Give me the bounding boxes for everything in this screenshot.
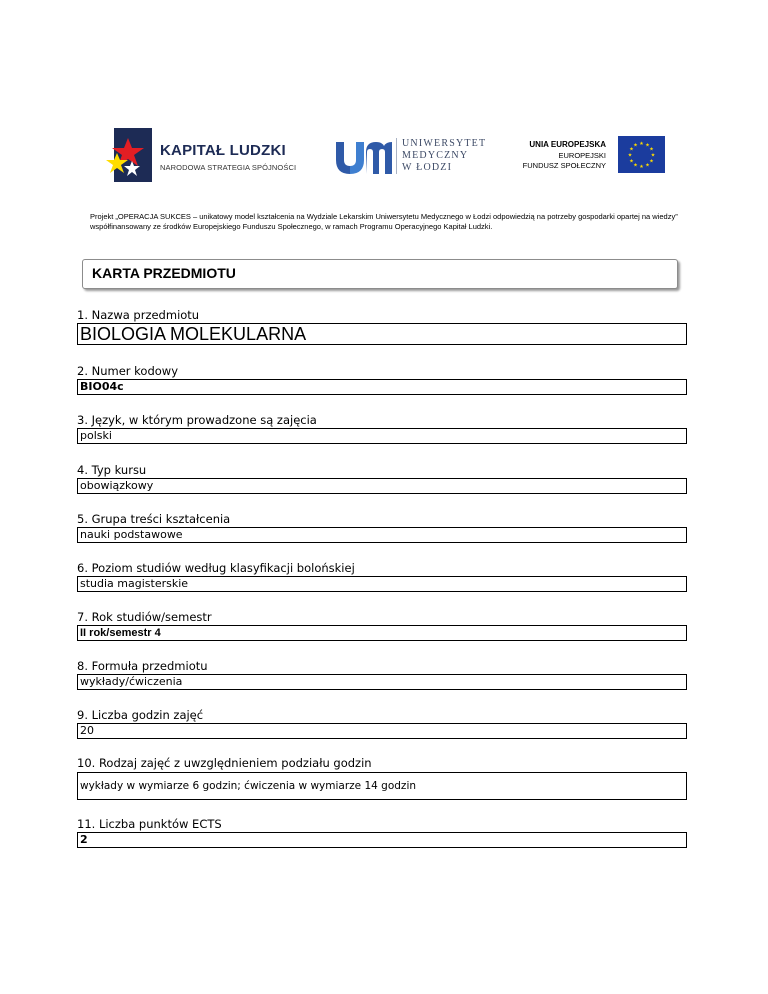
- field-value-nazwa: BIOLOGIA MOLEKULARNA: [77, 323, 687, 345]
- um-line-1: UNIWERSYTET: [402, 138, 487, 149]
- svg-text:★: ★: [639, 141, 644, 147]
- field-formula: [77, 659, 687, 690]
- field-label: 5. Grupa treści kształcenia: [77, 512, 231, 526]
- svg-text:★: ★: [649, 158, 654, 165]
- field-label: 4. Typ kursu: [77, 463, 147, 477]
- svg-text:★: ★: [639, 164, 644, 170]
- field-label: 8. Formuła przedmiotu: [77, 659, 208, 673]
- field-jezyk: [77, 413, 687, 444]
- field-label: 9. Liczba godzin zajęć: [77, 708, 204, 722]
- eu-line-2: EUROPEJSKI: [558, 151, 606, 160]
- field-label: 2. Numer kodowy: [77, 364, 179, 378]
- field-typ-kursu: [77, 463, 687, 494]
- field-label: 6. Poziom studiów według klasyfikacji bolońskiej: [77, 561, 355, 575]
- field-numer-kodowy: [77, 364, 687, 395]
- svg-text:★: ★: [627, 152, 633, 159]
- field-label: 1. Nazwa przedmiotu: [77, 308, 200, 322]
- eu-logo: [508, 136, 668, 176]
- field-punkty-ects: [77, 817, 687, 848]
- field-rok-studiow: [77, 610, 687, 641]
- field-grupa-tresci: [77, 512, 687, 543]
- um-divider: [396, 138, 397, 174]
- svg-text:★: ★: [633, 142, 638, 149]
- field-value-rok: II rok/semestr 4: [77, 625, 687, 641]
- project-note: Projekt „OPERACJA SUKCES – unikatowy model kształcenia na Wydziale Lekarskim Uniwersytetu Medycznego w Łodzi odpowiedzią na potrzeby gospodarki opartej na wiedzy” współfinansowany ze środków Europejskiego Funduszu Społecznego, w ramach Programu Operacyjnego Kapitał Ludzki.: [90, 212, 678, 231]
- eu-title: UNIA EUROPEJSKA: [529, 140, 606, 149]
- kapital-ludzki-emblem-icon: [104, 126, 160, 184]
- field-label: 3. Język, w którym prowadzone są zajęcia: [77, 413, 317, 427]
- field-rodzaj-zajec: [77, 756, 687, 800]
- eu-flag-icon: [618, 136, 665, 173]
- field-value-poziom: studia magisterskie: [77, 576, 687, 592]
- svg-text:★: ★: [645, 162, 650, 169]
- field-label: 11. Liczba punktów ECTS: [77, 817, 222, 831]
- field-value-typ: obowiązkowy: [77, 478, 687, 494]
- kapital-ludzki-subtitle: NARODOWA STRATEGIA SPÓJNOŚCI: [160, 163, 297, 172]
- svg-text:★: ★: [629, 158, 634, 165]
- field-value-godziny: 20: [77, 723, 687, 739]
- um-mark-icon: [334, 138, 394, 174]
- field-value-jezyk: polski: [77, 428, 687, 444]
- svg-text:★: ★: [650, 152, 656, 159]
- kapital-ludzki-title: KAPITAŁ LUDZKI: [160, 142, 286, 159]
- field-value-numer: BIO04c: [77, 379, 687, 395]
- field-value-formula: wykłady/ćwiczenia: [77, 674, 687, 690]
- karta-title-box: [82, 259, 678, 289]
- field-value-rodzaj: wykłady w wymiarze 6 godzin; ćwiczenia w wymiarze 14 godzin: [77, 772, 687, 800]
- svg-text:★: ★: [645, 142, 650, 149]
- eu-line-3: FUNDUSZ SPOŁECZNY: [522, 161, 606, 170]
- karta-title: KARTA PRZEDMIOTU: [92, 265, 236, 281]
- field-label: 10. Rodzaj zajęć z uwzględnieniem podziału godzin: [77, 756, 372, 770]
- um-line-2: MEDYCZNY: [402, 150, 469, 161]
- svg-text:★: ★: [649, 146, 654, 153]
- field-value-grupa: nauki podstawowe: [77, 527, 687, 543]
- field-poziom-studiow: [77, 561, 687, 592]
- kapital-ludzki-logo: [104, 126, 304, 184]
- field-liczba-godzin: [77, 708, 687, 739]
- um-line-3: W ŁODZI: [402, 162, 453, 173]
- svg-text:★: ★: [633, 162, 638, 169]
- university-logo: [334, 138, 494, 178]
- field-value-ects: 2: [77, 832, 687, 848]
- field-nazwa-przedmiotu: [77, 308, 687, 345]
- svg-text:★: ★: [629, 146, 634, 153]
- field-label: 7. Rok studiów/semestr: [77, 610, 212, 624]
